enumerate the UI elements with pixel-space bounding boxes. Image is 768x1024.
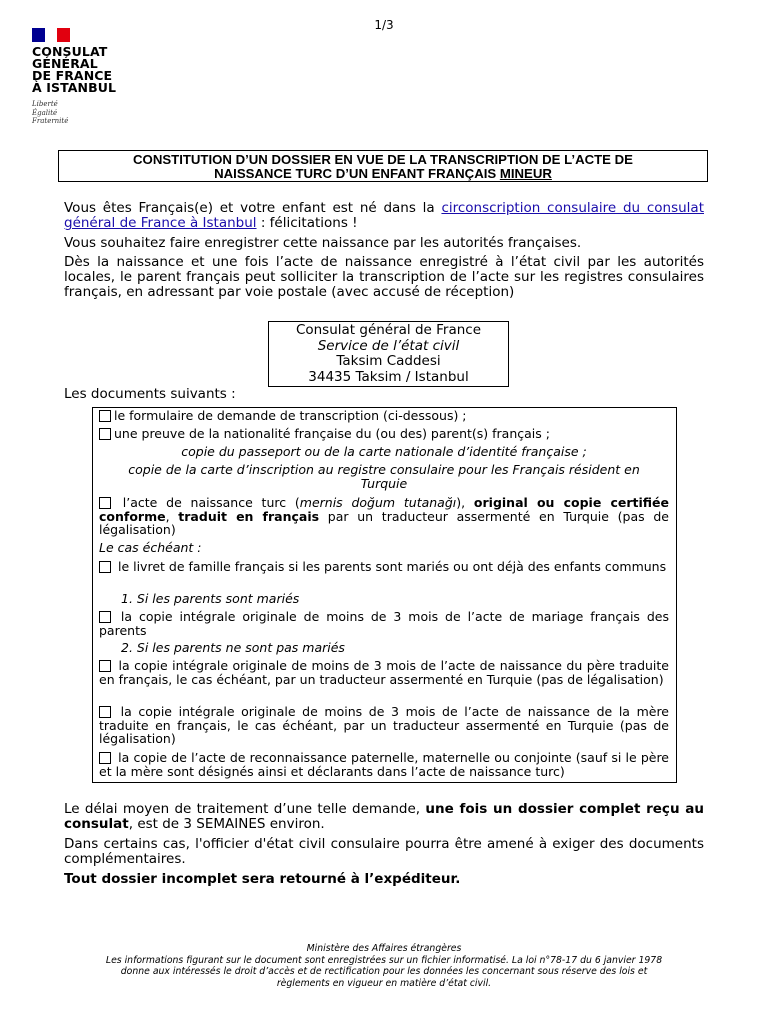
logo-line: DE FRANCE (32, 68, 113, 83)
consulate-logo (32, 28, 142, 126)
page-number: 1/3 (374, 18, 394, 32)
item-text: , (165, 508, 179, 524)
address-line: 34435 Taksim / Istanbul (308, 368, 469, 385)
motto-line: Égalité (32, 108, 58, 117)
checkbox[interactable] (99, 752, 111, 764)
motto-line: Fraternité (32, 117, 69, 125)
item-text: la copie de l’acte de reconnaissance paternelle, maternelle ou conjointe (sauf si le père et la mère sont désignés ainsi et déclarants dans l’acte de naissance turc) (99, 750, 669, 779)
checkbox[interactable] (99, 611, 111, 623)
item-text: le formulaire de demande de transcription (ci-dessous) ; (114, 408, 467, 423)
footer-notice: Les informations figurant sur le document sont enregistrées sur un fichier informatisé. La loi n°78-17 du 6 janvier 1978 donne aux intéressés le droit d’accès et de rectification pour les données les concernant sous réserve des lois et règlements en vigueur en matière d’état civil. (105, 954, 663, 989)
checkbox[interactable] (99, 660, 111, 672)
item-text: la copie intégrale originale de moins de 3 mois de l’acte de naissance du père traduite en français, le cas échéant, par un traducteur assermenté en Turquie (pas de légalisation) (99, 658, 669, 687)
circonscription-link[interactable]: circonscription consulaire du consulat général de France à Istanbul (64, 200, 704, 231)
case-heading: 2. Si les parents ne sont pas mariés (121, 640, 345, 655)
logo-line: À ISTANBUL (32, 80, 117, 95)
closing-text: Le délai moyen de traitement d’une telle demande, (64, 801, 426, 817)
documents-label: Les documents suivants : (64, 386, 236, 402)
item-text: par un traducteur assermenté en Turquie (pas de légalisation) (99, 508, 669, 537)
checklist-item (99, 705, 669, 746)
intro-paragraph-2: Vous souhaitez faire enregistrer cette naissance par les autorités françaises. (64, 235, 582, 251)
checklist-item (99, 610, 669, 637)
checkbox[interactable] (99, 497, 111, 509)
motto-line: Liberté (32, 100, 58, 108)
item-text: le livret de famille français si les parents sont mariés ou ont déjà des enfants communs (114, 559, 667, 574)
item-bold: original ou copie certifiée conforme (99, 495, 670, 524)
logo-name (32, 46, 142, 94)
item-text: ), (456, 495, 474, 510)
documents-checklist (92, 407, 677, 783)
footer (100, 943, 668, 989)
title-mineur: MINEUR (499, 166, 552, 181)
checkbox[interactable] (99, 428, 111, 440)
case-heading: 1. Si les parents sont mariés (121, 591, 300, 606)
title-line-2 (59, 167, 707, 181)
address-line: Service de l’état civil (317, 337, 460, 354)
intro-paragraph-1 (64, 201, 704, 231)
checklist-item (99, 751, 669, 778)
closing-bold: une fois un dossier complet reçu au consulat (64, 801, 704, 832)
title-line-1: CONSTITUTION D’UN DOSSIER EN VUE DE LA TRANSCRIPTION DE L’ACTE DE (133, 152, 633, 167)
logo-motto (32, 100, 142, 126)
item-italic: mernis doğum tutanağı (299, 495, 457, 510)
checklist-item (99, 427, 669, 441)
intro-paragraph-3: Dès la naissance et une fois l’acte de naissance enregistré à l’état civil par les autorités locales, le parent français peut solliciter la transcription de l’acte sur les registres consulaires français, en adressant par voie postale (avec accusé de réception) (64, 254, 704, 300)
document-title (58, 150, 708, 182)
closing-text: , est de 3 SEMAINES environ. (128, 816, 325, 832)
item-text: une preuve de la nationalité française du (ou des) parent(s) français ; (114, 426, 550, 441)
item-text: la copie intégrale originale de moins de 3 mois de l’acte de mariage français des parents (99, 609, 669, 638)
item-text: l’acte de naissance turc ( (114, 495, 300, 510)
checklist-item (99, 496, 669, 537)
checklist-item (99, 409, 669, 423)
checkbox[interactable] (99, 561, 111, 573)
intro-text: : félicitations ! (256, 215, 358, 231)
title-line-2-text: NAISSANCE TURC D’UN ENFANT FRANÇAIS (214, 166, 500, 181)
sub-item: copie de la carte d’inscription au registre consulaire pour les Français résident en Turquie (128, 462, 640, 491)
checkbox[interactable] (99, 410, 111, 422)
checklist-item (99, 659, 669, 686)
french-flag-icon (32, 28, 70, 42)
sub-item: copie du passeport ou de la carte nationale d’identité française ; (181, 444, 587, 459)
closing-paragraph-1 (64, 802, 704, 832)
logo-line: GÉNÉRAL (32, 56, 98, 71)
footer-ministry: Ministère des Affaires étrangères (306, 943, 462, 954)
checklist-item (99, 560, 669, 574)
intro-text: Vous êtes Français(e) et votre enfant est né dans la (64, 200, 442, 216)
item-text: la copie intégrale originale de moins de 3 mois de l’acte de naissance de la mère traduite en français, le cas échéant, par un traducteur assermenté en Turquie (pas de légalisation) (99, 704, 669, 746)
item-bold: traduit en français (178, 508, 320, 524)
address-box (268, 321, 509, 387)
closing-paragraph-2: Dans certains cas, l'officier d'état civil consulaire pourra être amené à exiger des documents complémentaires. (64, 836, 704, 867)
logo-line: CONSULAT (32, 44, 108, 59)
address-line: Consulat général de France (295, 322, 482, 338)
le-cas-echeant: Le cas échéant : (99, 540, 202, 555)
checkbox[interactable] (99, 706, 111, 718)
address-line: Taksim Caddesi (336, 353, 441, 369)
closing-paragraph-3: Tout dossier incomplet sera retourné à l’expéditeur. (64, 871, 461, 887)
